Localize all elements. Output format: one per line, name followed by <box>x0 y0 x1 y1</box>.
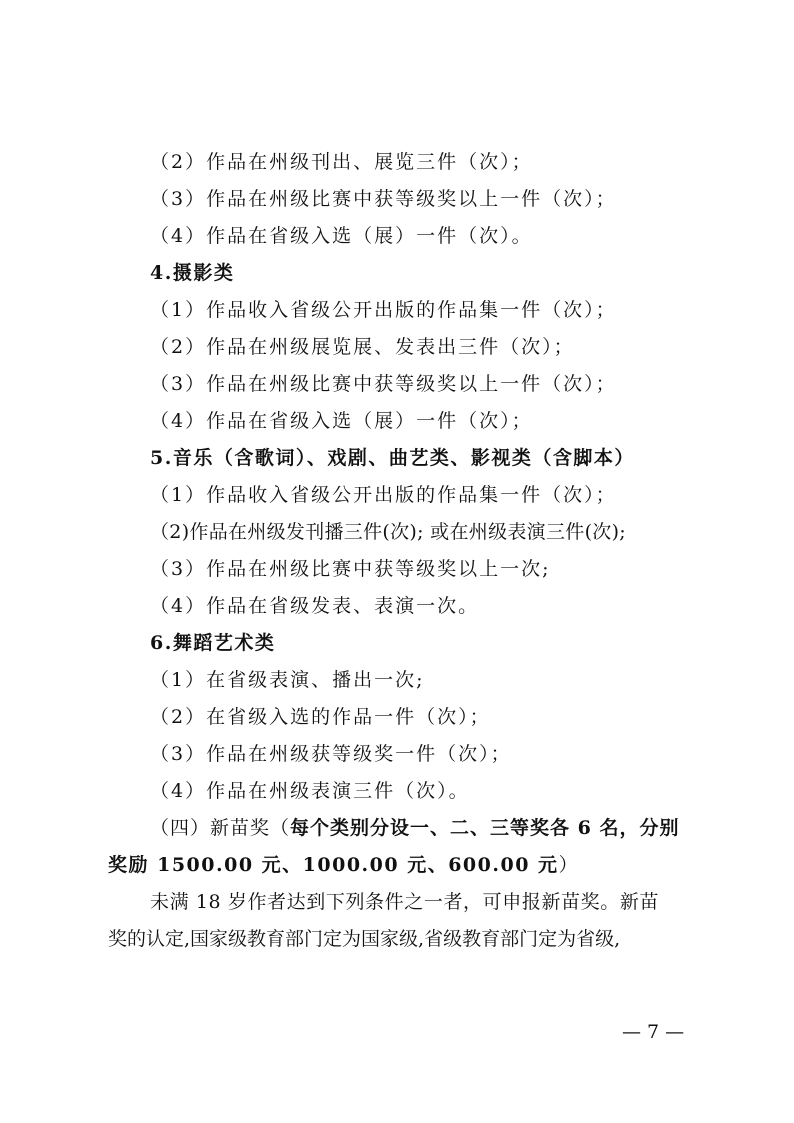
list-item: （3）作品在州级比赛中获等级奖以上一次; <box>150 558 551 580</box>
section-heading-music-drama: 5.音乐（含歌词）、戏剧、曲艺类、影视类（含脚本） <box>150 447 635 469</box>
list-item: （1）作品收入省级公开出版的作品集一件（次）； <box>150 299 617 321</box>
list-item: （3）作品在州级比赛中获等级奖以上一件（次）； <box>150 188 617 210</box>
list-item: （2)作品在州级发刊播三件(次); 或在州级表演三件(次); <box>150 521 626 543</box>
list-item: （4）作品在省级入选（展）一件（次）。 <box>150 225 533 247</box>
award-heading-detail: 每个类别分设一、二、三等奖各 6 名，分别 <box>290 817 680 839</box>
page-number: — 7 — <box>622 1021 685 1043</box>
paragraph-line: 未满 18 岁作者达到下列条件之一者，可申报新苗奖。新苗 <box>150 891 660 913</box>
award-amounts <box>108 852 698 878</box>
list-item: （4）作品在省级发表、表演一次。 <box>150 595 480 617</box>
section-heading-dance: 6.舞蹈艺术类 <box>150 632 276 654</box>
list-item: （4）作品在州级表演三件（次）。 <box>150 780 470 802</box>
award-heading-prefix: （四）新苗奖（ <box>150 817 291 839</box>
list-item: （3）作品在州级获等级奖一件（次）； <box>150 743 512 765</box>
list-item: （4）作品在省级入选（展）一件（次）； <box>150 410 533 432</box>
award-amounts-text: 奖励 1500.00 元、1000.00 元、600.00 元 <box>108 854 559 876</box>
list-item: （1）在省级表演、播出一次; <box>150 669 425 691</box>
list-item: （3）作品在州级比赛中获等级奖以上一件（次）； <box>150 373 617 395</box>
list-item: （1）作品收入省级公开出版的作品集一件（次）； <box>150 484 617 506</box>
list-item: （2）作品在州级刊出、展览三件（次）； <box>150 151 533 173</box>
list-item: （2）在省级入选的作品一件（次）； <box>150 706 491 728</box>
paragraph-line: 奖的认定,国家级教育部门定为国家级,省级教育部门定为省级, <box>108 928 621 950</box>
new-sprout-award-heading <box>150 815 679 841</box>
list-item: （2）作品在州级展览展、发表出三件（次）； <box>150 336 575 358</box>
section-heading-photography: 4.摄影类 <box>150 262 235 284</box>
award-amounts-close: ） <box>558 854 580 876</box>
